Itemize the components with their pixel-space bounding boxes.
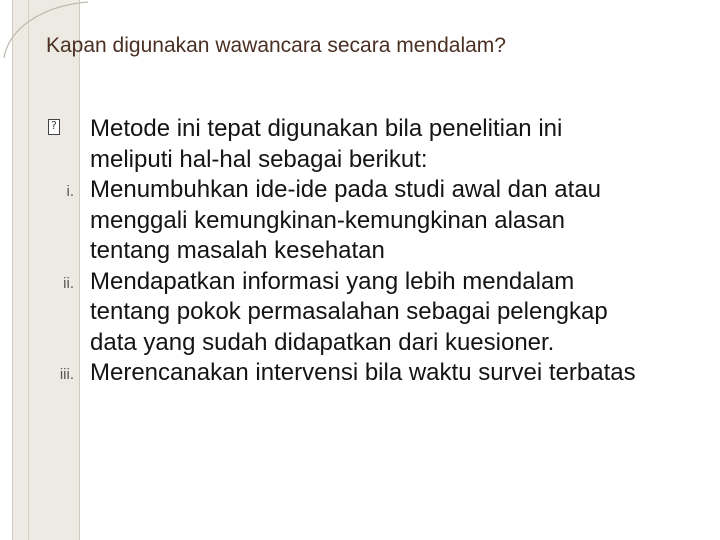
slide-title: Kapan digunakan wawancara secara mendalam?: [46, 34, 506, 57]
roman-numeral: i.: [66, 183, 74, 200]
list-item: [0, 358, 720, 389]
missing-glyph-bullet-icon: [48, 119, 60, 135]
list-item-text: Merencanakan intervensi bila waktu survei terbatas: [90, 359, 636, 386]
slide-content: [0, 114, 720, 389]
list-item: [0, 175, 720, 267]
intro-text: Metode ini tepat digunakan bila penelitian ini meliputi hal-hal sebagai berikut:: [90, 115, 563, 173]
roman-numeral: ii.: [63, 274, 74, 292]
list-item-text: Menumbuhkan ide-ide pada studi awal dan atau menggali kemungkinan-kemungkinan alasan tentang masalah kesehatan: [90, 176, 602, 264]
list-item-text: Mendapatkan informasi yang lebih mendalam tentang pokok permasalahan sebagai pelengkap data yang sudah didapatkan dari kuesioner.: [90, 267, 608, 356]
intro-bullet-item: [0, 114, 720, 175]
list-item: [0, 267, 720, 359]
roman-numeral: iii.: [59, 366, 74, 383]
